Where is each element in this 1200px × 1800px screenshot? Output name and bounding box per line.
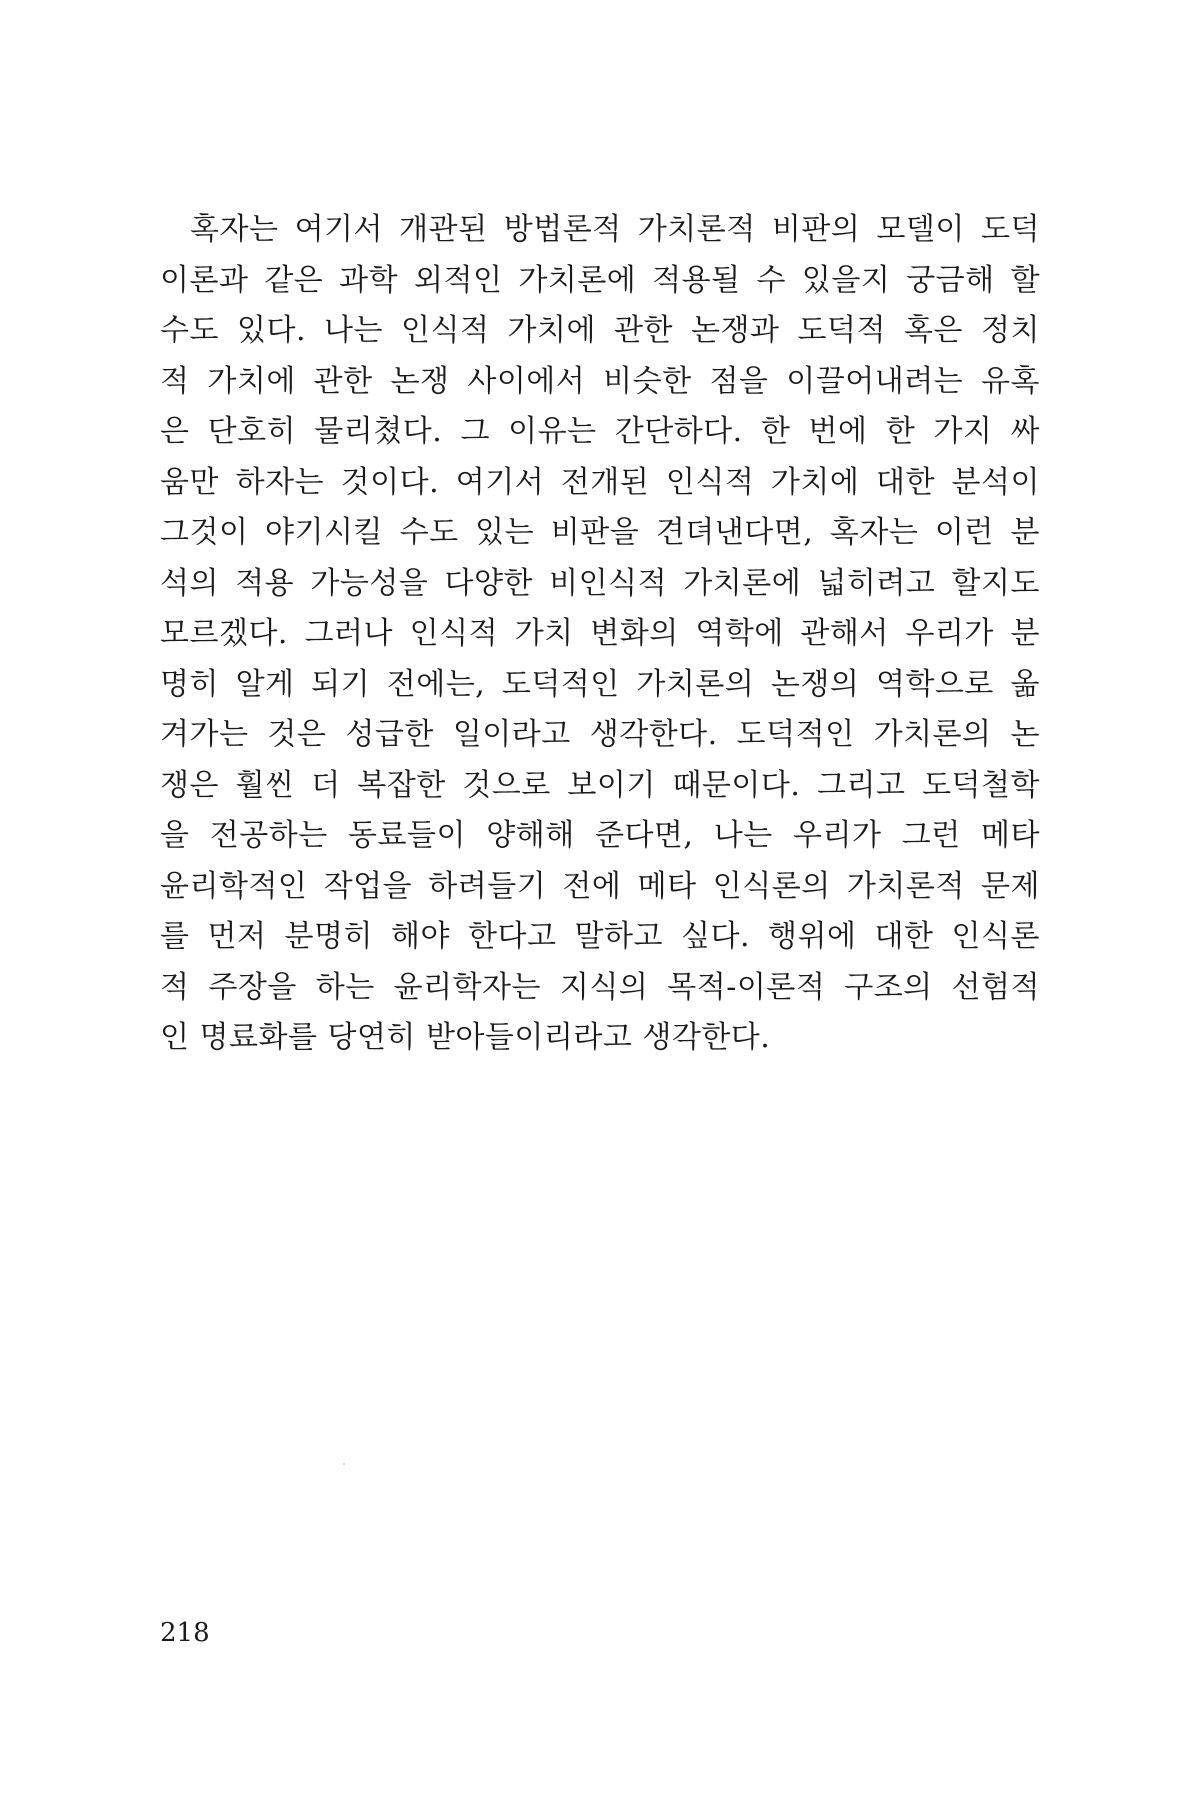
text-line-6: 움만 하자는 것이다. 여기서 전개된 인식적 가치에 대한 분석이 xyxy=(160,464,1040,500)
text-line-16: 적 주장을 하는 윤리학자는 지식의 목적-이론적 구조의 선험적 xyxy=(160,969,1040,1005)
text-line-9: 모르겠다. 그러나 인식적 가치 변화의 역학에 관해서 우리가 분 xyxy=(160,616,1040,651)
text-line-13: 을 전공하는 동료들이 양해해 준다면, 나는 우리가 그런 메타 xyxy=(160,818,1040,853)
paper-speck xyxy=(343,1463,345,1465)
page-number: 218 xyxy=(160,1618,210,1648)
text-line-4: 적 가치에 관한 논쟁 사이에서 비슷한 점을 이끌어내려는 유혹 xyxy=(160,363,1040,399)
text-line-11: 겨가는 것은 성급한 일이라고 생각한다. 도덕적인 가치론의 논 xyxy=(160,717,1040,752)
text-line-14: 윤리학적인 작업을 하려들기 전에 메타 인식론의 가치론적 문제 xyxy=(160,868,1040,904)
text-line-15: 를 먼저 분명히 해야 한다고 말하고 싶다. 행위에 대한 인식론 xyxy=(160,919,1040,954)
text-line-5: 은 단호히 물리쳤다. 그 이유는 간단하다. 한 번에 한 가지 싸 xyxy=(160,414,1040,449)
text-line-3: 수도 있다. 나는 인식적 가치에 관한 논쟁과 도덕적 혹은 정치 xyxy=(160,313,1040,348)
text-line-17: 인 명료화를 당연히 받아들이리라고 생각한다. xyxy=(160,1020,771,1055)
text-line-1: 혹자는 여기서 개관된 방법론적 가치론적 비판의 모델이 도덕 xyxy=(190,212,1040,247)
body-paragraph xyxy=(160,205,1040,1064)
text-line-8: 석의 적용 가능성을 다양한 비인식적 가치론에 넓히려고 할지도 xyxy=(160,565,1040,601)
text-line-7: 그것이 야기시킬 수도 있는 비판을 견뎌낸다면, 혹자는 이런 분 xyxy=(160,515,1040,550)
text-line-10: 명히 알게 되기 전에는, 도덕적인 가치론의 논쟁의 역학으로 옮 xyxy=(160,666,1040,702)
text-line-2: 이론과 같은 과학 외적인 가치론에 적용될 수 있을지 궁금해 할 xyxy=(160,262,1040,298)
text-line-12: 쟁은 훨씬 더 복잡한 것으로 보이기 때문이다. 그리고 도덕철학 xyxy=(160,767,1040,803)
